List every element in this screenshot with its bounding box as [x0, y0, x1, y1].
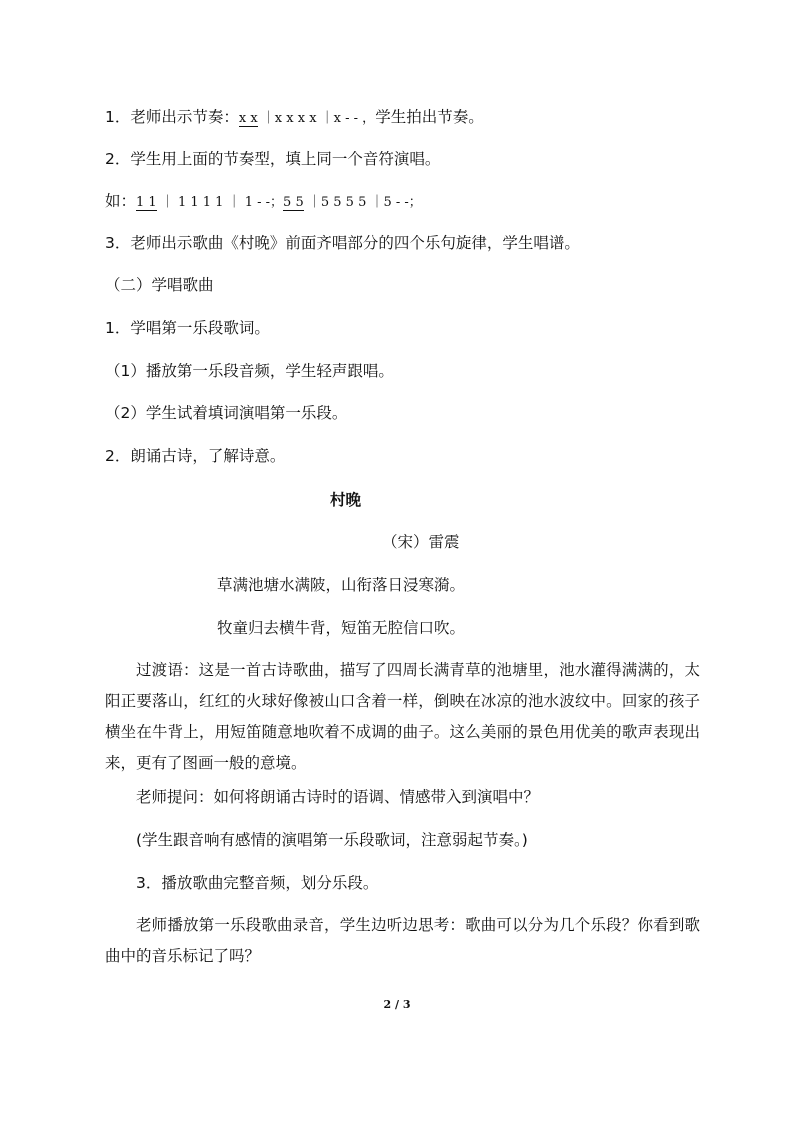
teacher-question: 老师提问：如何将朗诵古诗时的语调、情感带入到演唱中？	[136, 788, 540, 806]
poem-title: 村晚	[330, 491, 362, 509]
poem-line-2: 牧童归去横牛背，短笛无腔信口吹。	[217, 619, 466, 637]
example-rhythm-4: ｜5 5 5 5 ｜5 - -；	[303, 195, 422, 210]
step3-line: 3．老师出示歌曲《村晚》前面齐唱部分的四个乐句旋律，学生唱谱。	[105, 234, 580, 252]
transition-paragraph: 过渡语：这是一首古诗歌曲，描写了四周长满青草的池塘里，池水灌得满满的，太阳正要落山，红红的火球好像被山口含着一样，倒映在冰凉的池水波纹中。回家的孩子横坐在牛背上，用短笛随意地吹着不成调的曲子。这么美丽的景色用优美的歌声表现出来，更有了图画一般的意境。	[105, 661, 700, 772]
step1-line	[105, 107, 484, 129]
step1-suffix: 学生拍出节奏。	[375, 108, 484, 126]
learn2-line: 2．朗诵古诗，了解诗意。	[105, 447, 286, 465]
poem-line-1: 草满池塘水满陂，山衔落日浸寒漪。	[217, 576, 466, 594]
step1-rhythm-underlined: x x	[238, 111, 258, 126]
listen-paragraph: 老师播放第一乐段歌曲录音，学生边听边思考：歌曲可以分为几个乐段？你看到歌曲中的音乐标记了吗？	[105, 916, 700, 965]
step2-line: 2．学生用上面的节奏型，填上同一个音符演唱。	[105, 150, 441, 168]
section-heading: （二）学唱歌曲	[105, 276, 214, 294]
learn1a-line: （1）播放第一乐段音频，学生轻声跟唱。	[105, 362, 394, 380]
step1-prefix: 1．老师出示节奏：	[105, 108, 239, 126]
student-note: (学生跟音响有感情的演唱第一乐段歌词，注意弱起节奏。)	[136, 831, 528, 849]
learn1b-line: （2）学生试着填词演唱第一乐段。	[105, 404, 348, 422]
example-prefix: 如：	[105, 192, 137, 210]
poem-author: （宋）雷震	[382, 533, 460, 551]
page-number: 2 / 3	[383, 998, 411, 1011]
example-rhythm-1: 1 1	[136, 195, 157, 210]
example-line	[105, 191, 422, 213]
learn3-line: 3．播放歌曲完整音频，划分乐段。	[136, 874, 379, 892]
example-rhythm-3: 5 5	[283, 195, 304, 210]
learn1-line: 1．学唱第一乐段歌词。	[105, 319, 270, 337]
example-rhythm-2: ｜ 1 1 1 1 ｜ 1 - -；	[156, 195, 284, 210]
step1-rhythm: ｜x x x x ｜x - - ，	[257, 111, 376, 126]
